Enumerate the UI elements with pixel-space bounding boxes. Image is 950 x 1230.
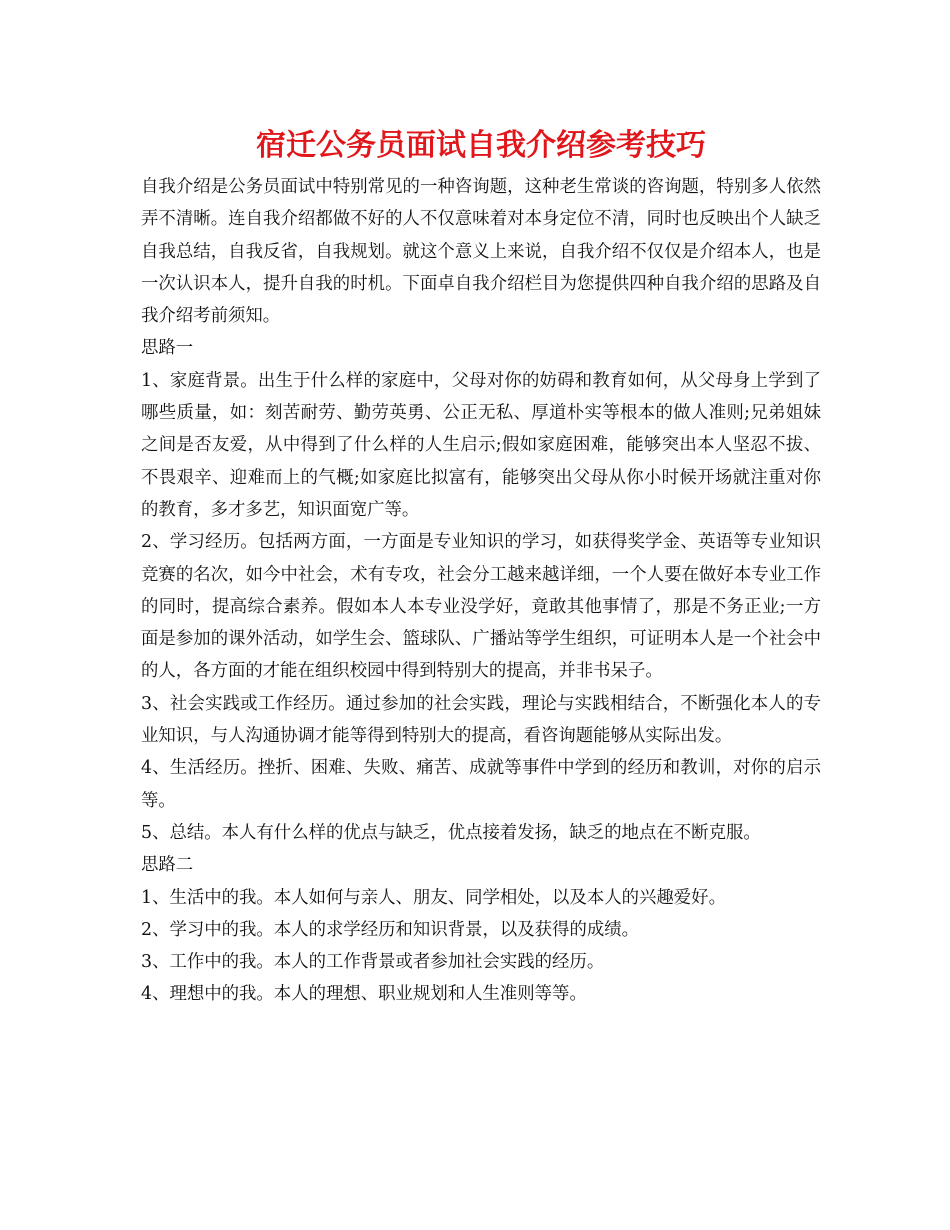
list-item-me-at-work: 3、工作中的我。本人的工作背景或者参加社会实践的经历。 (141, 952, 605, 973)
section-heading-approach-1: 思路一 (141, 338, 194, 359)
document-page (141, 125, 821, 1011)
list-item-study-experience: 2、学习经历。包括两方面，一方面是专业知识的学习，如获得奖学金、英语等专业知识竞赛的名次，如今中社会，术有专攻，社会分工越来越详细，一个人要在做好本专业工作的同时，提高综合素养。假如本人本专业没学好，竟敢其他事情了，那是不务正业;一方面是参加的课外活动，如学生会、篮球队、广播站等学生组织，可证明本人是一个社会中的人，各方面的才能在组织校园中得到特别大的提高，并非书呆子。 (141, 532, 821, 682)
list-item-me-in-ideals: 4、理想中的我。本人的理想、职业规划和人生准则等等。 (141, 984, 587, 1005)
list-item-me-in-life: 1、生活中的我。本人如何与亲人、朋友、同学相处，以及本人的兴趣爱好。 (141, 887, 726, 908)
list-item-me-in-study: 2、学习中的我。本人的求学经历和知识背景，以及获得的成绩。 (141, 919, 640, 940)
list-item-summary: 5、总结。本人有什么样的优点与缺乏，优点接着发扬，缺乏的地点在不断克服。 (141, 822, 761, 843)
list-item-family-background: 1、家庭背景。出生于什么样的家庭中，父母对你的妨碍和教育如何，从父母身上学到了哪些质量，如：刻苦耐劳、勤劳英勇、公正无私、厚道朴实等根本的做人准则;兄弟姐妹之间是否友爱，从中得到了什么样的人生启示;假如家庭困难，能够突出本人坚忍不拔、不畏艰辛、迎难而上的气概;如家庭比拟富有，能够突出父母从你小时候开场就注重对你的教育，多才多艺，知识面宽广等。 (141, 370, 821, 520)
list-item-life-experience: 4、生活经历。挫折、困难、失败、痛苦、成就等事件中学到的经历和教训，对你的启示等。 (141, 758, 821, 811)
intro-paragraph: 自我介绍是公务员面试中特别常见的一种咨询题，这种老生常谈的咨询题，特别多人依然弄不清晰。连自我介绍都做不好的人不仅意味着对本身定位不清，同时也反映出个人缺乏自我总结，自我反省，自我规划。就这个意义上来说，自我介绍不仅仅是介绍本人，也是一次认识本人，提升自我的时机。下面卓自我介绍栏目为您提供四种自我介绍的思路及自我介绍考前须知。 (141, 177, 821, 327)
section-heading-approach-2: 思路二 (141, 855, 194, 876)
document-title: 宿迁公务员面试自我介绍参考技巧 (256, 128, 706, 163)
list-item-social-practice: 3、社会实践或工作经历。通过参加的社会实践，理论与实践相结合，不断强化本人的专业知识，与人沟通协调才能等得到特别大的提高，看咨询题能够从实际出发。 (141, 693, 821, 747)
